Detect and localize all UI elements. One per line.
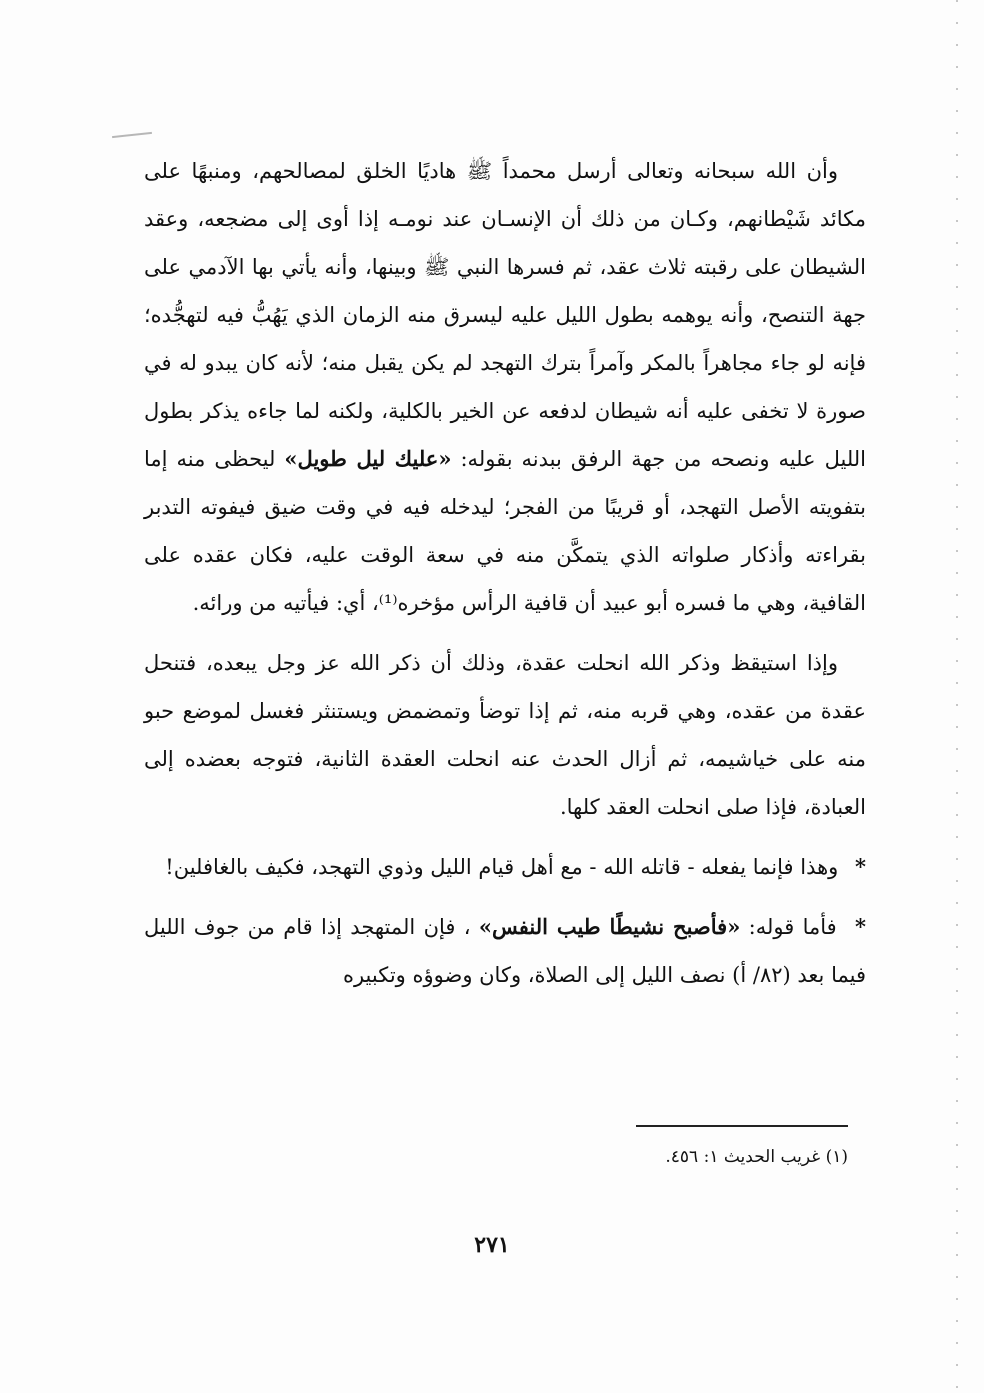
star-marker: * <box>855 914 866 939</box>
page-number: ٢٧١ <box>474 1232 510 1258</box>
footnote-divider <box>636 1125 848 1127</box>
paragraph-4-quote: «فأصبح نشيطًا طيب النفس» <box>478 914 741 939</box>
main-text <box>144 147 866 999</box>
page-edge-marks <box>956 0 958 1393</box>
paragraph-1-quote: «عليك ليل طويل» <box>284 446 452 471</box>
footnote: (١) غريب الحديث ١: ٤٥٦. <box>665 1147 848 1167</box>
paragraph-4-lead: فأما قوله: <box>748 915 837 939</box>
paragraph-2 <box>144 639 866 831</box>
paragraph-4-rest: ، فإن المتهجد إذا قام من جوف الليل فيما بعد (٨٢/ أ) نصف الليل إلى الصلاة، وكان وضوؤه وتكبيره <box>144 915 866 987</box>
paragraph-4 <box>144 903 866 999</box>
paragraph-2-text: وإذا استيقظ وذكر الله انحلت عقدة، وذلك أن ذكر الله عز وجل يبعده، فتنحل عقدة من عقده، وهي قربه منه، ثم إذا توضأ وتمضمض ويستنثر فغسل لموضع حبو منه على خياشيمه، ثم أزال الحدث عنه انحلت العقدة الثانية، فتوجه بعضده إلى العبادة، فإذا صلى انحلت العقد كلها. <box>144 651 866 819</box>
paragraph-1-text: وأن الله سبحانه وتعالى أرسل محمداً ﷺ هاديًا الخلق لمصالحهم، ومنبهًا على مكائد شَيْطانهم، وكـان من ذلك أن الإنسـان عند نومـه إذا أوى إلى مضجعه، وعقد الشيطان على رقبته ثلاث عقد، ثم فسرها النبي ﷺ وبينها، وأنه يأتي بها الآدمي على جهة التنصح، وأنه يوهمه بطول الليل عليه ليسرق منه الزمان الذي يَهُبُّ فيه لتهجُّده؛ فإنه لو جاء مجاهراً بالمكر وآمراً بترك التهجد لم يكن يقبل منه؛ لأنه كان يبدو له في صورة لا تخفى عليه أنه شيطان لدفعه عن الخير بالكلية، ولكنه لما جاءه يذكر بطول الليل عليه ونصحه من جهة الرفق ببدنه بقوله: <box>144 159 866 471</box>
paragraph-1-rest: ليحظى منه إما بتفويته الأصل التهجد، أو قريبًا من الفجر؛ ليدخله فيه في وقت ضيق فيفوته التدبر بقراءته وأذكار صلواته الذي يتمكَّن منه في سعة الوقت عليه، فكان عقده على القافية، وهي ما فسره أبو عبيد أن قافية الرأس مؤخره⁽¹⁾، أي: فيأتيه من ورائه. <box>144 447 866 615</box>
star-marker: * <box>855 854 866 879</box>
paragraph-3 <box>144 843 866 891</box>
paragraph-1 <box>144 147 866 627</box>
paragraph-3-text: وهذا فإنما يفعله - قاتله الله - مع أهل قيام الليل وذوي التهجد، فكيف بالغافلين! <box>165 855 839 879</box>
scan-mark <box>112 132 152 138</box>
